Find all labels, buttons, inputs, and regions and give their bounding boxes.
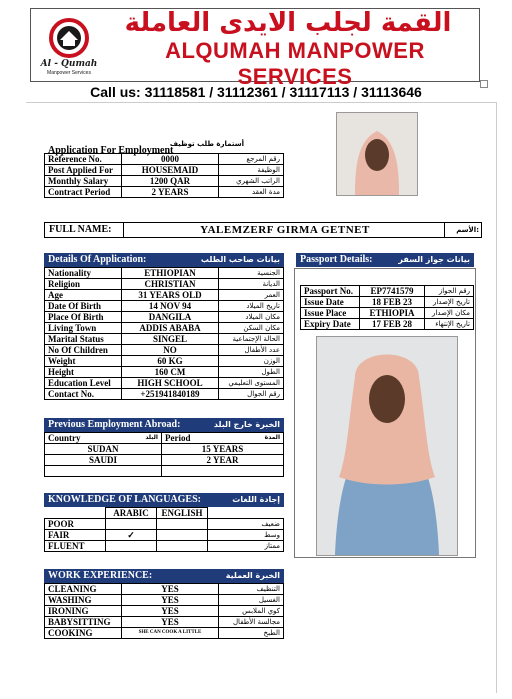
- details-table: [44, 267, 284, 400]
- row-label: Weight: [45, 356, 122, 367]
- table-row: [45, 165, 284, 176]
- row-value: EP7741579: [360, 286, 425, 297]
- row-label: Post Applied For: [45, 165, 122, 176]
- row-label: Monthly Salary: [45, 176, 122, 187]
- work-skill: BABYSITTING: [45, 617, 122, 628]
- details-section-header: [44, 253, 284, 267]
- row-label-ar: الطول: [219, 367, 284, 378]
- row-label: Education Level: [45, 378, 122, 389]
- language-level: POOR: [45, 519, 106, 530]
- row-label-ar: الوزن: [219, 356, 284, 367]
- language-english-mark: [157, 541, 208, 552]
- table-row: [45, 154, 284, 165]
- company-name-english: ALQUMAH MANPOWER SERVICES: [165, 38, 425, 89]
- table-row: [45, 595, 284, 606]
- employment-title-ar: الخبرة خارج البلد: [213, 420, 280, 429]
- row-value: ADDIS ABABA: [122, 323, 219, 334]
- work-skill: COOKING: [45, 628, 122, 639]
- work-skill-ar: الغسيل: [219, 595, 284, 606]
- work-table: [44, 583, 284, 639]
- language-level-ar: ضعيف: [208, 519, 284, 530]
- table-row: [45, 367, 284, 378]
- logo-subtext: Manpower Services: [47, 70, 91, 76]
- company-name-arabic: القمة لجلب الايدى العاملة: [124, 8, 452, 38]
- row-label-ar: الوظيفة: [219, 165, 284, 176]
- application-title-ar: أستمارة طلب توظيف: [169, 140, 244, 148]
- table-row: [45, 378, 284, 389]
- language-english-mark: [157, 530, 208, 541]
- row-value: 60 KG: [122, 356, 219, 367]
- table-row: [45, 606, 284, 617]
- row-value: SINGEL: [122, 334, 219, 345]
- table-row: [45, 268, 284, 279]
- languages-title-ar: إجادة اللغات: [232, 495, 280, 504]
- row-value: ETHIOPIA: [360, 308, 425, 319]
- row-label-ar: مدة العقد: [219, 187, 284, 198]
- employment-country: SAUDI: [45, 455, 162, 466]
- employment-period: 2 YEAR: [162, 455, 284, 466]
- employment-empty-cell: [162, 466, 284, 477]
- row-value: 0000: [122, 154, 219, 165]
- table-row: [45, 176, 284, 187]
- row-label-ar: الديانة: [219, 279, 284, 290]
- row-label: Contact No.: [45, 389, 122, 400]
- language-level: FLUENT: [45, 541, 106, 552]
- row-value: 31 YEARS OLD: [122, 290, 219, 301]
- work-skill-ar: الطبخ: [219, 628, 284, 639]
- language-arabic-mark: [106, 541, 157, 552]
- full-name-label: FULL NAME:: [49, 224, 112, 235]
- row-label-ar: الراتب الشهري: [219, 176, 284, 187]
- full-name-label-ar: الأسم:: [444, 223, 481, 237]
- company-logo: [38, 14, 100, 76]
- row-value: 160 CM: [122, 367, 219, 378]
- table-row: [45, 290, 284, 301]
- language-arabic-mark: ✓: [106, 530, 157, 541]
- employment-table: [44, 432, 284, 477]
- passport-title-ar: بيانات جواز السفر: [398, 255, 470, 264]
- row-label-ar: مكان السكن: [219, 323, 284, 334]
- row-value: CHRISTIAN: [122, 279, 219, 290]
- row-label-ar: الحالة الإجتماعية: [219, 334, 284, 345]
- row-value: DANGILA: [122, 312, 219, 323]
- employment-section-header: [44, 418, 284, 432]
- row-value: +251941840189: [122, 389, 219, 400]
- table-row: [45, 187, 284, 198]
- work-value: YES: [122, 584, 219, 595]
- details-title-ar: بيانات صاحب الطلب: [200, 255, 280, 264]
- languages-corner: [45, 508, 106, 519]
- work-value: SHE CAN COOK A LITTLE: [122, 628, 219, 639]
- row-value: ETHIOPIAN: [122, 268, 219, 279]
- row-label-ar: المستوى التعليمي: [219, 378, 284, 389]
- passport-section-header: [296, 253, 474, 267]
- details-title: Details Of Application:: [48, 254, 147, 265]
- row-label: Height: [45, 367, 122, 378]
- passport-title: Passport Details:: [300, 254, 373, 265]
- row-label-ar: تاريخ الإنتهاء: [425, 319, 474, 330]
- row-label: Date Of Birth: [45, 301, 122, 312]
- table-row: [45, 584, 284, 595]
- work-skill-ar: التنظيف: [219, 584, 284, 595]
- table-row: [45, 530, 284, 541]
- logo-text: Al - Qumah: [40, 59, 98, 69]
- row-value: 17 FEB 28: [360, 319, 425, 330]
- row-value: 18 FEB 23: [360, 297, 425, 308]
- table-row: [45, 356, 284, 367]
- employment-col-period: Period المدة: [162, 433, 284, 444]
- row-value: NO: [122, 345, 219, 356]
- application-title: Application For Employment: [48, 145, 174, 156]
- languages-spacer: [208, 508, 284, 519]
- employment-empty-cell: [45, 466, 162, 477]
- row-label-ar: تاريخ الميلاد: [219, 301, 284, 312]
- row-label-ar: رقم الجواز: [425, 286, 474, 297]
- table-row: [45, 312, 284, 323]
- call-us-line: Call us: 31118581 / 31112361 / 31117113 / 31113646: [90, 84, 422, 100]
- employment-col-country: Country البلد: [45, 433, 162, 444]
- row-label: Age: [45, 290, 122, 301]
- language-arabic-mark: [106, 519, 157, 530]
- table-row: [45, 541, 284, 552]
- full-name-row: [44, 222, 482, 238]
- work-skill-ar: كوي الملابس: [219, 606, 284, 617]
- row-label-ar: تاريخ الإصدار: [425, 297, 474, 308]
- row-value: 1200 QAR: [122, 176, 219, 187]
- applicant-headshot: [336, 112, 418, 196]
- work-title-ar: الخبرة العملية: [225, 571, 280, 580]
- row-label: Issue Place: [301, 308, 360, 319]
- table-row: [45, 389, 284, 400]
- work-skill-ar: مجالسة الأطفال: [219, 617, 284, 628]
- row-value: HOUSEMAID: [122, 165, 219, 176]
- row-label-ar: العمر: [219, 290, 284, 301]
- row-label-ar: مكان الميلاد: [219, 312, 284, 323]
- work-title: WORK EXPERIENCE:: [48, 570, 153, 581]
- row-label: Reference No.: [45, 154, 122, 165]
- row-label-ar: الجنسية: [219, 268, 284, 279]
- languages-title: KNOWLEDGE OF LANGUAGES:: [48, 494, 201, 505]
- row-label-ar: رقم الجوال: [219, 389, 284, 400]
- work-value: YES: [122, 595, 219, 606]
- row-label: Place Of Birth: [45, 312, 122, 323]
- work-value: YES: [122, 617, 219, 628]
- row-label: Passport No.: [301, 286, 360, 297]
- work-skill: WASHING: [45, 595, 122, 606]
- language-level: FAIR: [45, 530, 106, 541]
- row-label: Living Town: [45, 323, 122, 334]
- row-label: Religion: [45, 279, 122, 290]
- table-row: [45, 628, 284, 639]
- table-row: [45, 455, 284, 466]
- row-label: Nationality: [45, 268, 122, 279]
- work-skill: IRONING: [45, 606, 122, 617]
- employment-title: Previous Employment Abroad:: [48, 419, 181, 430]
- row-label-ar: مكان الإصدار: [425, 308, 474, 319]
- row-label-ar: رقم المرجع: [219, 154, 284, 165]
- row-label: Contract Period: [45, 187, 122, 198]
- row-label-ar: عدد الأطفال: [219, 345, 284, 356]
- languages-col-english: ENGLISH: [157, 508, 208, 519]
- employment-country: SUDAN: [45, 444, 162, 455]
- language-level-ar: ممتاز: [208, 541, 284, 552]
- row-label: Marital Status: [45, 334, 122, 345]
- table-row: [45, 345, 284, 356]
- row-value: 14 NOV 94: [122, 301, 219, 312]
- languages-section-header: [44, 493, 284, 507]
- work-value: YES: [122, 606, 219, 617]
- work-section-header: [44, 569, 284, 583]
- language-english-mark: [157, 519, 208, 530]
- row-label: Expiry Date: [301, 319, 360, 330]
- full-name-value: YALEMZERF GIRMA GETNET: [200, 224, 370, 236]
- row-label: Issue Date: [301, 297, 360, 308]
- table-row: [45, 301, 284, 312]
- table-row: [45, 519, 284, 530]
- table-row: [45, 279, 284, 290]
- table-row: [45, 334, 284, 345]
- passport-box-border: [294, 268, 476, 558]
- work-skill: CLEANING: [45, 584, 122, 595]
- language-level-ar: وسط: [208, 530, 284, 541]
- table-row: [45, 617, 284, 628]
- row-value: 2 YEARS: [122, 187, 219, 198]
- employment-period: 15 YEARS: [162, 444, 284, 455]
- languages-table: [44, 507, 284, 552]
- row-label: No Of Children: [45, 345, 122, 356]
- table-row: [45, 323, 284, 334]
- languages-col-arabic: ARABIC: [106, 508, 157, 519]
- application-table: [44, 153, 284, 198]
- row-value: HIGH SCHOOL: [122, 378, 219, 389]
- table-row: [45, 444, 284, 455]
